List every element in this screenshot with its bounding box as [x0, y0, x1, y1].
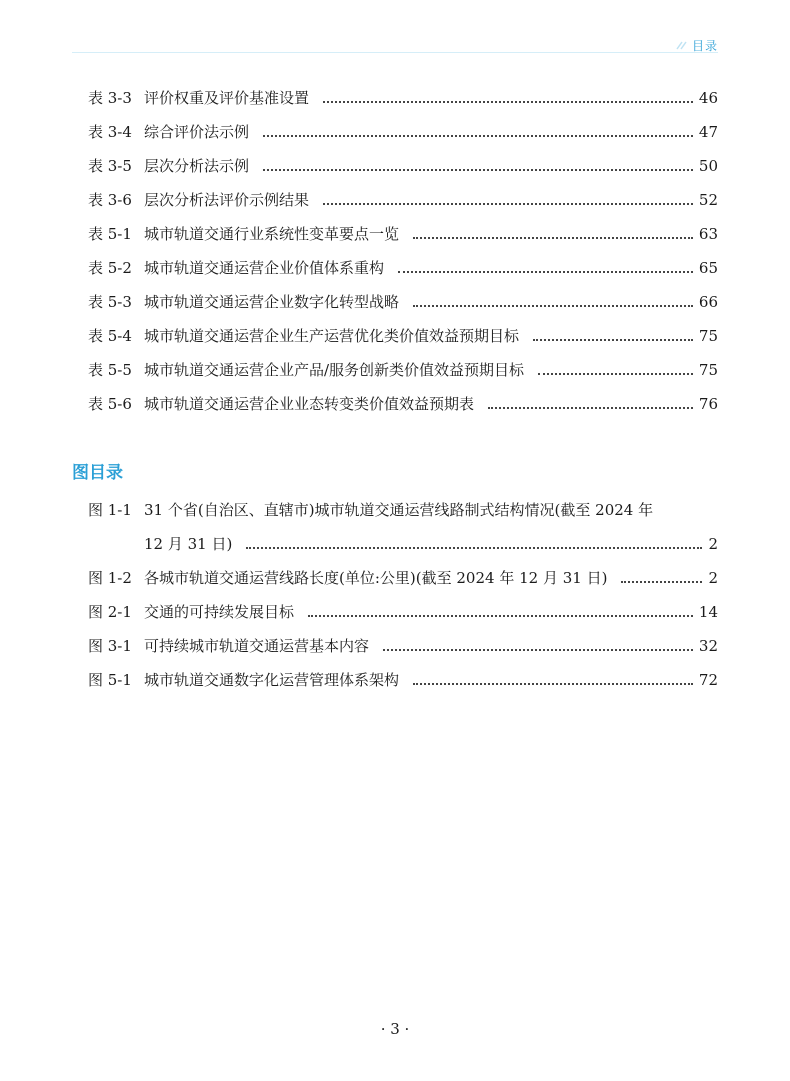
entry-title-line1: 31 个省(自治区、直辖市)城市轨道交通运营线路制式结构情况(截至 2024 年	[144, 501, 654, 519]
toc-entry-table[interactable]	[88, 254, 718, 278]
entry-page: 50	[698, 157, 718, 175]
entry-title: 城市轨道交通运营企业业态转变类价值效益预期表	[144, 395, 475, 413]
entry-number: 表 3-3	[88, 89, 132, 107]
entry-title: 层次分析法评价示例结果	[144, 191, 310, 209]
entry-page: 32	[698, 637, 718, 655]
entry-number: 图 2-1	[88, 603, 132, 621]
toc-entry-figure[interactable]	[88, 632, 718, 656]
entry-page: 47	[698, 123, 718, 141]
entry-title: 城市轨道交通运营企业价值体系重构	[144, 259, 385, 277]
dot-leader	[263, 135, 693, 137]
entry-page: 66	[698, 293, 718, 311]
page-number: · 3 ·	[380, 1020, 410, 1038]
dot-leader	[488, 407, 693, 409]
entry-number: 图 1-1	[88, 501, 132, 519]
entry-page: 75	[698, 361, 718, 379]
entry-number: 表 3-4	[88, 123, 132, 141]
dot-leader	[413, 237, 693, 239]
entry-number: 表 5-5	[88, 361, 132, 379]
entry-page: 63	[698, 225, 718, 243]
toc-entry-table[interactable]	[88, 220, 718, 244]
toc-entry-figure-first-line[interactable]	[88, 496, 718, 520]
entry-page: 76	[698, 395, 718, 413]
entry-title: 可持续城市轨道交通运营基本内容	[144, 637, 370, 655]
entry-page: 2	[708, 569, 718, 587]
toc-entry-table[interactable]	[88, 186, 718, 210]
dot-leader	[323, 101, 693, 103]
toc-entry-table[interactable]	[88, 322, 718, 346]
dot-leader	[246, 547, 702, 549]
entry-number: 表 5-1	[88, 225, 132, 243]
figures-section-title: 图目录	[72, 463, 123, 483]
toc-entry-figure[interactable]	[88, 598, 718, 622]
dot-leader	[413, 683, 693, 685]
entry-title: 12 月 31 日)	[144, 535, 233, 553]
entry-title: 各城市轨道交通运营线路长度(单位:公里)(截至 2024 年 12 月 31 日)	[144, 569, 608, 587]
entry-page: 2	[708, 535, 718, 553]
toc-entry-figure[interactable]	[88, 564, 718, 588]
entry-number: 表 5-2	[88, 259, 132, 277]
running-header-title: 目录	[691, 39, 718, 53]
dot-leader	[308, 615, 693, 617]
entry-page: 75	[698, 327, 718, 345]
entry-title: 层次分析法示例	[144, 157, 250, 175]
entry-number: 表 5-4	[88, 327, 132, 345]
entry-title: 城市轨道交通行业系统性变革要点一览	[144, 225, 400, 243]
toc-entry-figure[interactable]	[88, 666, 718, 690]
toc-entry-figure-continuation[interactable]	[144, 530, 718, 554]
dot-leader	[621, 581, 702, 583]
toc-entry-table[interactable]	[88, 288, 718, 312]
entry-title: 城市轨道交通运营企业数字化转型战略	[144, 293, 400, 311]
dot-leader	[538, 373, 693, 375]
entry-title: 评价权重及评价基准设置	[144, 89, 310, 107]
entry-title: 城市轨道交通数字化运营管理体系架构	[144, 671, 400, 689]
toc-entry-table[interactable]	[88, 356, 718, 380]
entry-title: 城市轨道交通运营企业产品/服务创新类价值效益预期目标	[144, 361, 525, 379]
entry-number: 表 5-6	[88, 395, 132, 413]
dot-leader	[323, 203, 693, 205]
toc-entry-table[interactable]	[88, 84, 718, 108]
entry-title: 综合评价法示例	[144, 123, 250, 141]
entry-page: 65	[698, 259, 718, 277]
entry-number: 图 3-1	[88, 637, 132, 655]
dot-leader	[398, 271, 693, 273]
entry-title: 城市轨道交通运营企业生产运营优化类价值效益预期目标	[144, 327, 520, 345]
toc-entry-table[interactable]	[88, 118, 718, 142]
header-rule	[72, 52, 718, 53]
entry-page: 46	[698, 89, 718, 107]
toc-entry-table[interactable]	[88, 390, 718, 414]
toc-entry-table[interactable]	[88, 152, 718, 176]
entry-number: 表 3-6	[88, 191, 132, 209]
header-decoration-icon	[676, 40, 690, 50]
dot-leader	[413, 305, 693, 307]
entry-page: 52	[698, 191, 718, 209]
entry-title: 交通的可持续发展目标	[144, 603, 295, 621]
dot-leader	[263, 169, 693, 171]
dot-leader	[383, 649, 693, 651]
entry-page: 72	[698, 671, 718, 689]
entry-number: 图 5-1	[88, 671, 132, 689]
dot-leader	[533, 339, 693, 341]
entry-number: 表 5-3	[88, 293, 132, 311]
entry-number: 图 1-2	[88, 569, 132, 587]
entry-page: 14	[698, 603, 718, 621]
entry-number: 表 3-5	[88, 157, 132, 175]
